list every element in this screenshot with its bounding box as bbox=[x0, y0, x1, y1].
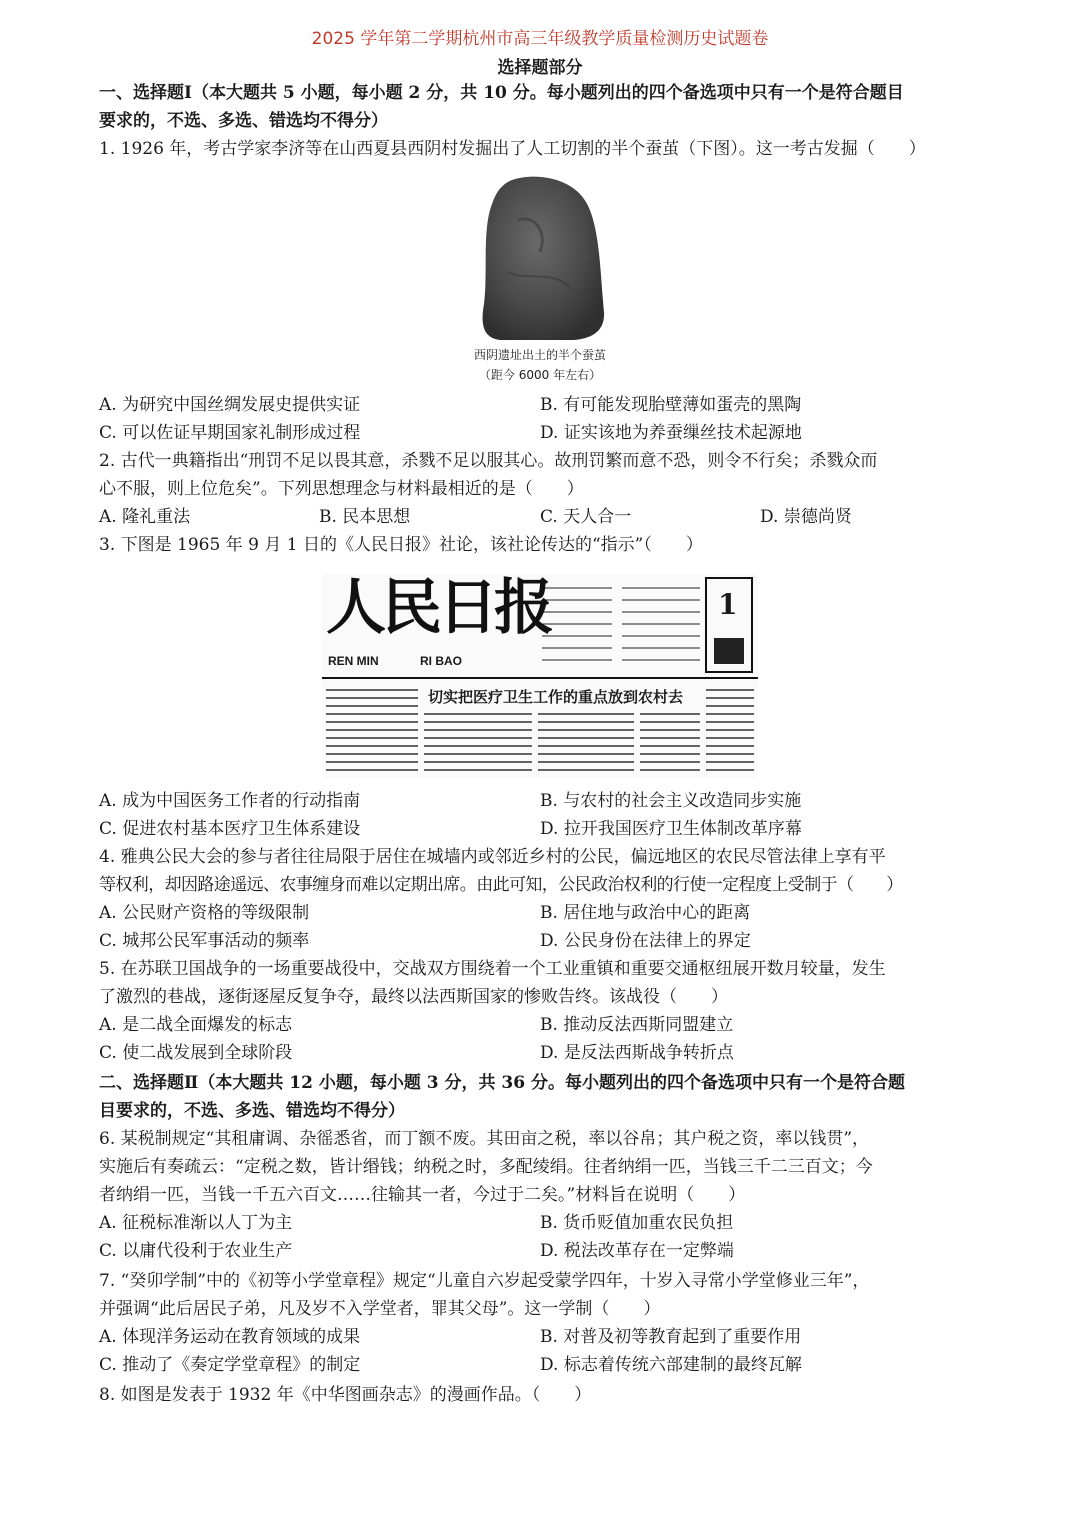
q4-stem-line1: 4. 雅典公民大会的参与者往往局限于居住在城墙内或邻近乡村的公民，偏远地区的农民尽管法律上享有平 bbox=[99, 847, 886, 867]
q3-option-d[interactable]: D. 拉开我国医疗卫生体制改革序幕 bbox=[540, 819, 802, 839]
newspaper-headline: 切实把医疗卫生工作的重点放到农村去 bbox=[428, 688, 684, 706]
q1-stem: 1. 1926 年，考古学家李济等在山西夏县西阴村发掘出了人工切割的半个蚕茧（下图）。这一考古发掘（ ） bbox=[99, 139, 926, 159]
q4-option-d[interactable]: D. 公民身份在法律上的界定 bbox=[540, 931, 751, 951]
q4-option-a[interactable]: A. 公民财产资格的等级限制 bbox=[99, 903, 310, 923]
section1-heading-line2: 要求的，不选、多选、错选均不得分） bbox=[99, 111, 388, 131]
q3-stem: 3. 下图是 1965 年 9 月 1 日的《人民日报》社论，该社论传达的“指示”（ ） bbox=[99, 535, 703, 555]
newspaper-masthead: 人民日报 bbox=[326, 573, 550, 643]
q5-option-d[interactable]: D. 是反法西斯战争转折点 bbox=[540, 1043, 734, 1063]
q3-option-c[interactable]: C. 促进农村基本医疗卫生体系建设 bbox=[99, 819, 361, 839]
cocoon-caption-line1: 西阴遗址出土的半个蚕茧 bbox=[473, 348, 606, 362]
q7-option-d[interactable]: D. 标志着传统六部建制的最终瓦解 bbox=[540, 1355, 802, 1375]
section2-heading-line2: 目要求的，不选、多选、错选均不得分） bbox=[99, 1101, 405, 1121]
q6-option-d[interactable]: D. 税法改革存在一定弊端 bbox=[540, 1241, 734, 1261]
section-label: 选择题部分 bbox=[497, 58, 583, 78]
q7-stem-line2: 并强调“此后居民子弟，凡及岁不入学堂者，罪其父母”。这一学制（ ） bbox=[99, 1299, 661, 1319]
newspaper-date-box: 1 bbox=[718, 588, 738, 621]
q1-option-a[interactable]: A. 为研究中国丝绸发展史提供实证 bbox=[99, 395, 361, 415]
q4-option-c[interactable]: C. 城邦公民军事活动的频率 bbox=[99, 931, 310, 951]
q5-stem-line1: 5. 在苏联卫国战争的一场重要战役中，交战双方围绕着一个工业重镇和重要交通枢纽展开数月较量，发生 bbox=[99, 959, 886, 979]
q6-option-b[interactable]: B. 货币贬值加重农民负担 bbox=[540, 1213, 734, 1233]
q4-option-b[interactable]: B. 居住地与政治中心的距离 bbox=[540, 903, 751, 923]
silkworm-cocoon-image bbox=[478, 172, 606, 342]
q5-stem-line2: 了激烈的巷战，逐街逐屋反复争夺，最终以法西斯国家的惨败告终。该战役（ ） bbox=[99, 987, 728, 1007]
q1-option-c[interactable]: C. 可以佐证早期国家礼制形成过程 bbox=[99, 423, 361, 443]
q3-option-b[interactable]: B. 与农村的社会主义改造同步实施 bbox=[540, 791, 802, 811]
q7-option-a[interactable]: A. 体现洋务运动在教育领域的成果 bbox=[99, 1327, 361, 1347]
q5-option-c[interactable]: C. 使二战发展到全球阶段 bbox=[99, 1043, 293, 1063]
q1-option-d[interactable]: D. 证实该地为养蚕缫丝技术起源地 bbox=[540, 423, 802, 443]
q6-stem-line2: 实施后有奏疏云：“定税之数，皆计缗钱；纳税之时，多配绫绢。往者纳绢一匹，当钱三千二三百文；今 bbox=[99, 1157, 873, 1177]
q6-stem-line3: 者纳绢一匹，当钱一千五六百文……往输其一者，今过于二矣。”材料旨在说明（ ） bbox=[99, 1185, 746, 1205]
q2-option-a[interactable]: A. 隆礼重法 bbox=[99, 507, 191, 527]
q4-stem-line2: 等权利，却因路途遥远、农事缠身而难以定期出席。由此可知，公民政治权利的行使一定程度上受制于（ ） bbox=[99, 875, 903, 895]
newspaper-image bbox=[322, 574, 758, 778]
newspaper-pinyin-left: REN MIN bbox=[328, 654, 379, 668]
q7-stem-line1: 7. “癸卯学制”中的《初等小学堂章程》规定“儿童自六岁起受蒙学四年，十岁入寻常小学堂修业三年”， bbox=[99, 1271, 870, 1291]
q2-stem-line1: 2. 古代一典籍指出“刑罚不足以畏其意，杀戮不足以服其心。故刑罚繁而意不恐，则令不行矣；杀戮众而 bbox=[99, 451, 878, 471]
section1-heading-line1: 一、选择题Ⅰ（本大题共 5 小题，每小题 2 分，共 10 分。每小题列出的四个备选项中只有一个是符合题目 bbox=[99, 83, 904, 103]
q2-option-c[interactable]: C. 天人合一 bbox=[540, 507, 632, 527]
q7-option-b[interactable]: B. 对普及初等教育起到了重要作用 bbox=[540, 1327, 802, 1347]
q6-stem-line1: 6. 某税制规定“其租庸调、杂徭悉省，而丁额不废。其田亩之税，率以谷帛；其户税之资，率以钱贯”， bbox=[99, 1129, 870, 1149]
q6-option-c[interactable]: C. 以庸代役利于农业生产 bbox=[99, 1241, 293, 1261]
section2-heading-line1: 二、选择题Ⅱ（本大题共 12 小题，每小题 3 分，共 36 分。每小题列出的四个备选项中只有一个是符合题 bbox=[99, 1073, 905, 1093]
q8-stem: 8. 如图是发表于 1932 年《中华图画杂志》的漫画作品。（ ） bbox=[99, 1385, 592, 1405]
q6-option-a[interactable]: A. 征税标准渐以人丁为主 bbox=[99, 1213, 293, 1233]
q5-option-a[interactable]: A. 是二战全面爆发的标志 bbox=[99, 1015, 293, 1035]
newspaper-pinyin-right: RI BAO bbox=[420, 654, 462, 668]
q3-option-a[interactable]: A. 成为中国医务工作者的行动指南 bbox=[99, 791, 361, 811]
q1-option-b[interactable]: B. 有可能发现胎壁薄如蛋壳的黑陶 bbox=[540, 395, 802, 415]
q5-option-b[interactable]: B. 推动反法西斯同盟建立 bbox=[540, 1015, 734, 1035]
q2-stem-line2: 心不服，则上位危矣”。下列思想理念与材料最相近的是（ ） bbox=[99, 479, 584, 499]
q2-option-b[interactable]: B. 民本思想 bbox=[319, 507, 411, 527]
q2-option-d[interactable]: D. 崇德尚贤 bbox=[760, 507, 852, 527]
cocoon-caption-line2: （距今 6000 年左右） bbox=[478, 368, 602, 382]
q7-option-c[interactable]: C. 推动了《奏定学堂章程》的制定 bbox=[99, 1355, 361, 1375]
exam-title: 2025 学年第二学期杭州市高三年级教学质量检测历史试题卷 bbox=[311, 29, 769, 49]
